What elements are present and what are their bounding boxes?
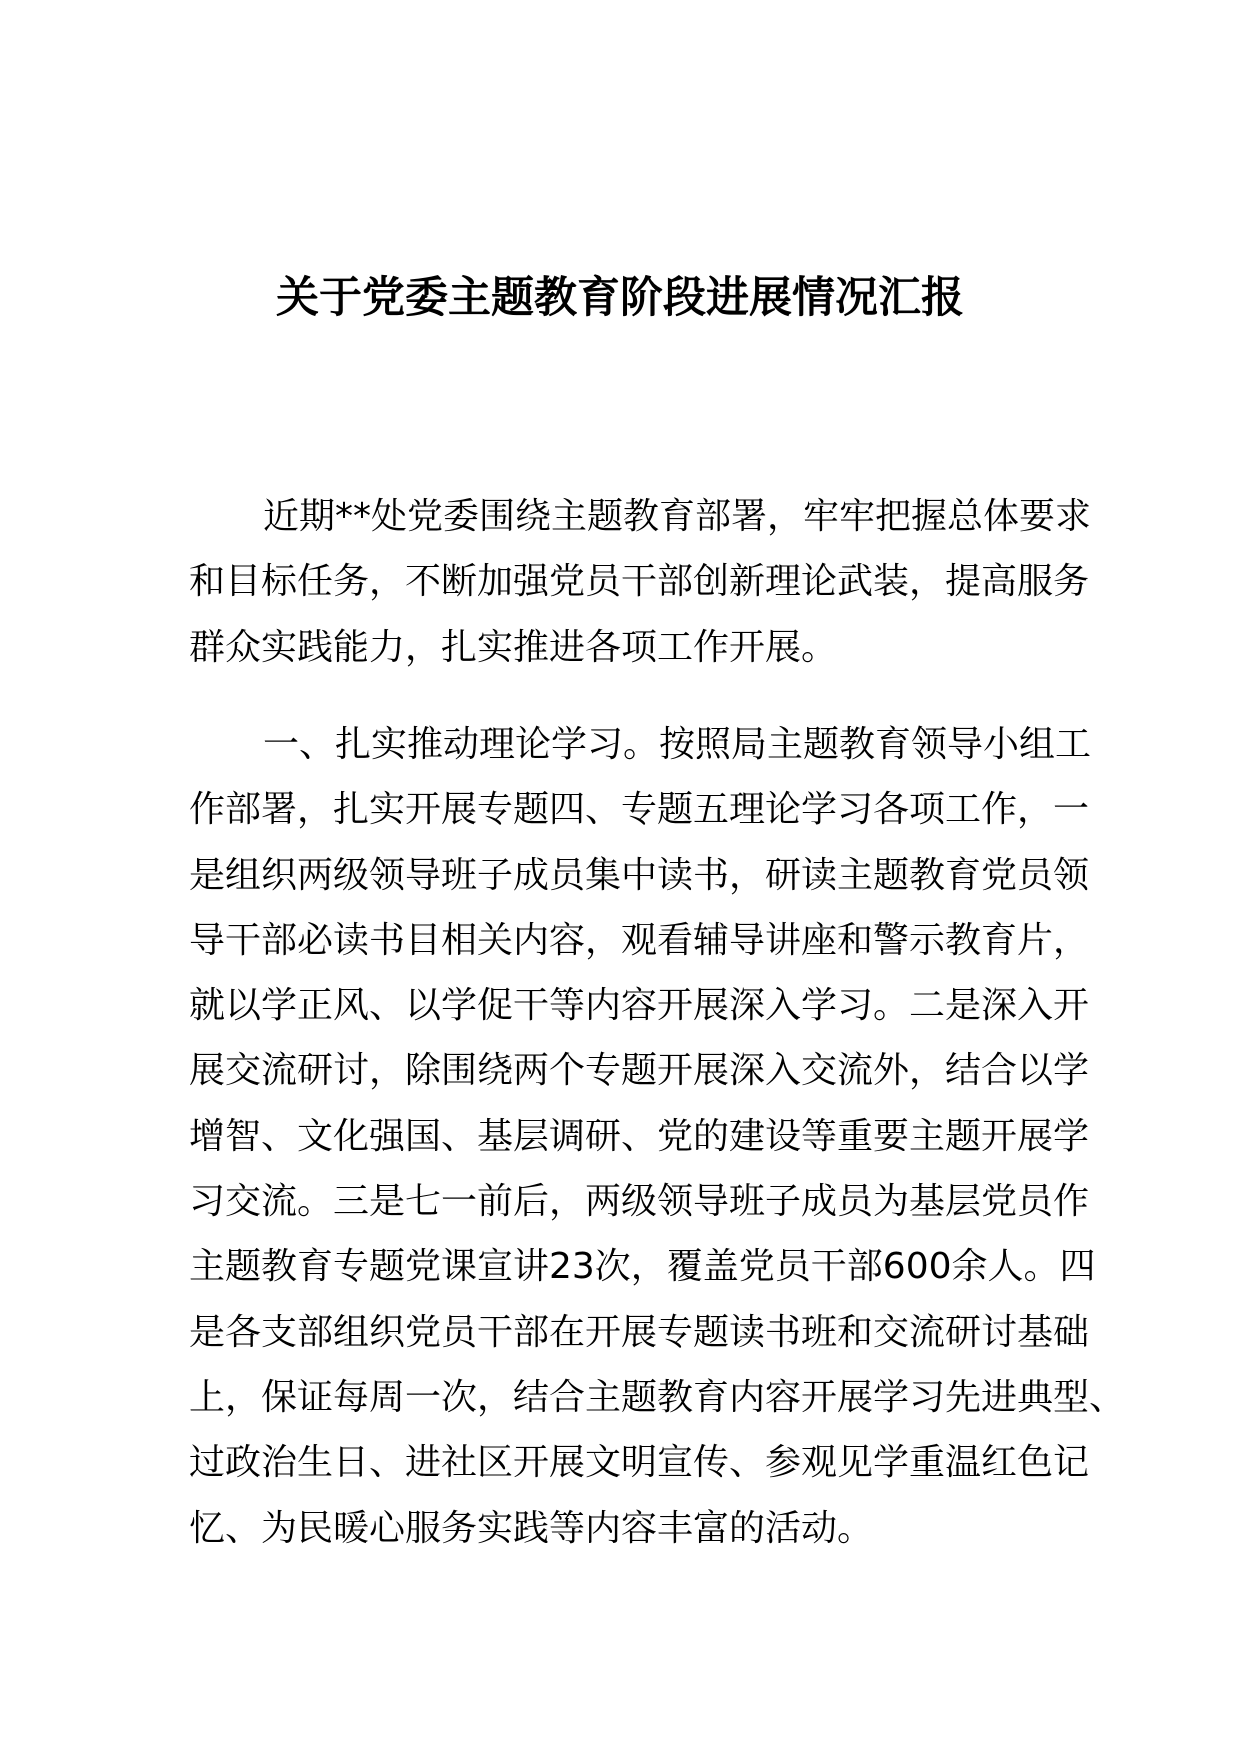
paragraph-theory-study <box>189 712 1126 1561</box>
text-line: 是组织两级领导班子成员集中读书，研读主题教育党员领 <box>189 854 1090 896</box>
text-line: 上，保证每周一次，结合主题教育内容开展学习先进典型、 <box>189 1376 1126 1418</box>
text-line: 主题教育专题党课宣讲23次，覆盖党员干部600余人。四 <box>189 1246 1096 1288</box>
text-line: 就以学正风、以学促干等内容开展深入学习。二是深入开 <box>189 985 1090 1027</box>
text-line: 忆、为民暖心服务实践等内容丰富的活动。 <box>189 1507 874 1549</box>
text-line: 一、扎实推动理论学习。按照局主题教育领导小组工 <box>263 724 1092 765</box>
paragraph-intro <box>189 484 1092 680</box>
text-line: 是各支部组织党员干部在开展专题读书班和交流研讨基础 <box>189 1311 1090 1353</box>
text-line: 增智、文化强国、基层调研、党的建设等重要主题开展学 <box>189 1115 1090 1157</box>
text-line: 近期**处党委围绕主题教育部署，牢牢把握总体要求 <box>263 496 1092 537</box>
text-line: 过政治生日、进社区开展文明宣传、参观见学重温红色记 <box>189 1442 1090 1484</box>
text-line: 导干部必读书目相关内容，观看辅导讲座和警示教育片， <box>189 919 1090 961</box>
text-line: 展交流研讨，除围绕两个专题开展深入交流外，结合以学 <box>189 1050 1090 1092</box>
document-title: 关于党委主题教育阶段进展情况汇报 <box>276 273 964 323</box>
text-line: 和目标任务，不断加强党员干部创新理论武装，提高服务 <box>189 561 1090 603</box>
text-line: 群众实践能力，扎实推进各项工作开展。 <box>189 626 838 668</box>
text-line: 作部署，扎实开展专题四、专题五理论学习各项工作，一 <box>189 789 1090 831</box>
text-line: 习交流。三是七一前后，两级领导班子成员为基层党员作 <box>189 1181 1090 1223</box>
